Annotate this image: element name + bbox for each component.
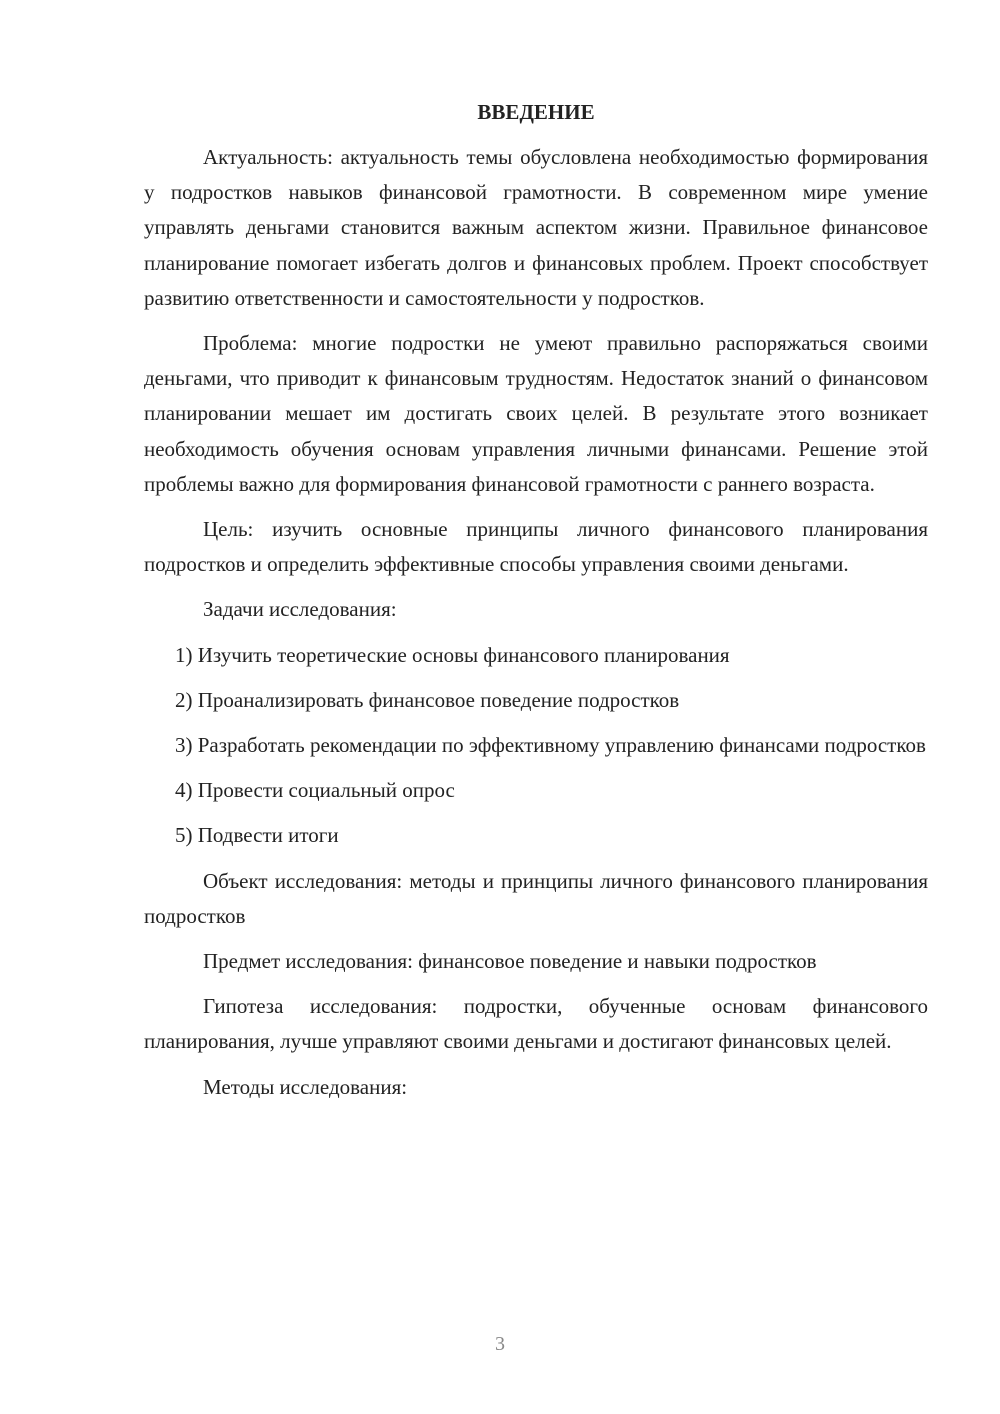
paragraph-goal: Цель: изучить основные принципы личного финансового планирования подростков и определить эффективные способы управления своими деньгами. xyxy=(144,517,928,577)
paragraph-hypothesis: Гипотеза исследования: подростки, обученные основам финансового планирования, лучше управляют своими деньгами и достигают финансовых целей. xyxy=(144,994,928,1054)
task-item-2: 2) Проанализировать финансовое поведение подростков xyxy=(175,687,680,712)
document-page xyxy=(144,95,928,1115)
paragraph-subject: Предмет исследования: финансовое поведение и навыки подростков xyxy=(203,949,817,974)
methods-heading: Методы исследования: xyxy=(203,1074,408,1099)
paragraph-relevance: Актуальность: актуальность темы обусловлена необходимостью формирования у подростков навыков финансовой грамотности. В современном мире умение управлять деньгами становится важным аспектом жизни. Правильное финансовое планирование помогает избегать долгов и финансовых проблем. Проект способствует развитию ответственности и самостоятельности у подростков. xyxy=(144,145,928,310)
paragraph-problem: Проблема: многие подростки не умеют правильно распоряжаться своими деньгами, что приводит к финансовым трудностям. Недостаток знаний о финансовом планировании мешает им достигать своих целей. В результате этого возникает необходимость обучения основам управления личными финансами. Решение этой проблемы важно для формирования финансовой грамотности с раннего возраста. xyxy=(144,331,928,496)
task-item-1: 1) Изучить теоретические основы финансового планирования xyxy=(175,642,730,667)
tasks-heading: Задачи исследования: xyxy=(203,597,397,622)
task-item-3: 3) Разработать рекомендации по эффективному управлению финансами подростков xyxy=(175,733,926,758)
task-item-4: 4) Провести социальный опрос xyxy=(175,778,455,803)
paragraph-object: Объект исследования: методы и принципы личного финансового планирования подростков xyxy=(144,868,928,928)
page-title: ВВЕДЕНИЕ xyxy=(477,100,595,124)
page-number: 3 xyxy=(495,1333,505,1355)
task-item-5: 5) Подвести итоги xyxy=(175,823,339,848)
